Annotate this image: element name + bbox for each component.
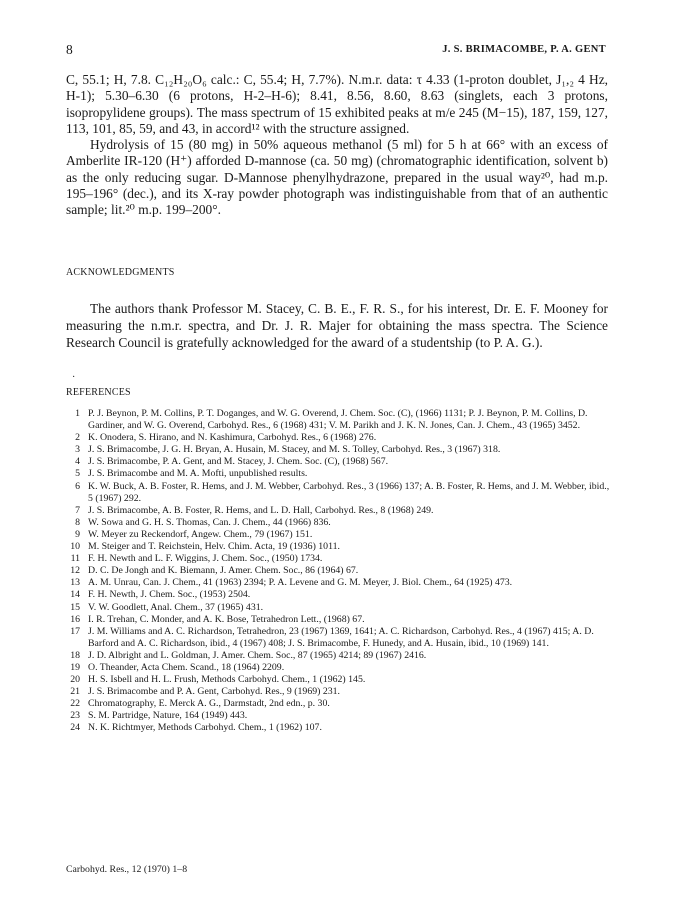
reference-item (66, 686, 610, 698)
reference-item (66, 589, 610, 601)
reference-number: 1 (75, 408, 80, 419)
reference-number: 9 (75, 528, 80, 540)
reference-text: H. S. Isbell and H. L. Frush, Methods Carbohyd. Chem., 1 (1962) 145. (88, 674, 366, 686)
reference-item (66, 577, 610, 589)
reference-item (66, 698, 610, 710)
reference-text: J. S. Brimacombe, A. B. Foster, R. Hems, and L. D. Hall, Carbohyd. Res., 8 (1968) 249. (88, 504, 434, 516)
reference-text: W. Sowa and G. H. S. Thomas, Can. J. Chem., 44 (1966) 836. (88, 516, 331, 528)
reference-number: 14 (70, 589, 80, 601)
reference-number: 18 (70, 649, 80, 661)
section-separator: · (72, 372, 76, 383)
body-paragraph-1: C, 55.1; H, 7.8. C₁₂H₂₀O₆ calc.: C, 55.4; H, 7.7%). N.m.r. data: τ 4.33 (1-proton doublet, J₁,₂ 4 Hz, H-1); 5.30–6.30 (6 protons, H-2–H-6); 8.41, 8.56, 8.60, 8.63 (singlets, each 3 protons, isopropylidene groups). The mass spectrum of 15 exhibited peaks at m/e 245 (M−15), 187, 159, 127, 113, 101, 85, 59, and 43, in accord¹² with the structure assigned. (66, 72, 608, 136)
reference-text: M. Steiger and T. Reichstein, Helv. Chim. Acta, 19 (1936) 1011. (88, 541, 340, 553)
reference-number: 17 (70, 625, 80, 637)
reference-item (66, 456, 610, 468)
reference-number: 7 (75, 504, 80, 516)
reference-number: 19 (70, 661, 80, 673)
reference-item (66, 517, 610, 529)
acknowledgments-text: The authors thank Professor M. Stacey, C. B. E., F. R. S., for his interest, Dr. E. F. Mooney for measuring the n.m.r. spectra, and Dr. J. R. Majer for obtaining the mass spectra. The Science Research Council is gratefully acknowledged for the award of a studentship (to P. A. G.). (66, 301, 608, 350)
reference-item (66, 674, 610, 686)
body-paragraph-2: Hydrolysis of 15 (80 mg) in 50% aqueous methanol (5 ml) for 5 h at 66° with an excess of Amberlite IR-120 (H⁺) afforded D-mannose (ca. 50 mg) (chromatographic identification, solvent b) as the only reducing sugar. D-Mannose phenylhydrazone, prepared in the usual way²⁰, had m.p. 195–196° (dec.), and its X-ray powder photograph was indistinguishable from that of an authentic sample; lit.²⁰ m.p. 199–200°. (66, 137, 608, 218)
reference-number: 4 (75, 456, 80, 468)
reference-item (66, 662, 610, 674)
reference-number: 2 (75, 432, 80, 444)
reference-number: 23 (70, 710, 80, 722)
reference-item (66, 602, 610, 614)
reference-text: F. H. Newth and L. F. Wiggins, J. Chem. Soc., (1950) 1734. (88, 553, 323, 565)
journal-citation-footer: Carbohyd. Res., 12 (1970) 1–8 (66, 864, 188, 875)
reference-text: Chromatography, E. Merck A. G., Darmstadt, 2nd edn., p. 30. (88, 698, 330, 710)
reference-text: S. M. Partridge, Nature, 164 (1949) 443. (88, 710, 248, 722)
reference-item (66, 710, 610, 722)
reference-text: A. M. Unrau, Can. J. Chem., 41 (1963) 2394; P. A. Levene and G. M. Meyer, J. Biol. Chem., 64 (1925) 473. (88, 577, 513, 589)
reference-text: J. S. Brimacombe and P. A. Gent, Carbohyd. Res., 9 (1969) 231. (88, 686, 340, 698)
reference-number: 11 (70, 553, 80, 565)
reference-number: 8 (75, 516, 80, 528)
reference-text: J. D. Albright and L. Goldman, J. Amer. Chem. Soc., 87 (1965) 4214; 89 (1967) 2416. (88, 649, 427, 661)
reference-text: J. S. Brimacombe, P. A. Gent, and M. Stacey, J. Chem. Soc. (C), (1968) 567. (88, 456, 389, 468)
reference-text: D. C. De Jongh and K. Biemann, J. Amer. Chem. Soc., 86 (1964) 67. (88, 565, 359, 577)
reference-item (66, 529, 610, 541)
reference-text: K. W. Buck, A. B. Foster, R. Hems, and J. M. Webber, Carbohyd. Res., 3 (1966) 137; A. B. Foster, R. Hems, and J. M. Webber, ibid., 5 (1967) 292. (88, 480, 610, 504)
reference-number: 13 (70, 577, 80, 589)
reference-number: 12 (70, 565, 80, 577)
reference-text: P. J. Beynon, P. M. Collins, P. T. Doganges, and W. G. Overend, J. Chem. Soc. (C), (1966) 1131; P. J. Beynon, P. M. Collins, D. Gardiner, and W. G. Overend, Carbohyd. Res., 6 (1968) 431; V. M. Parikh and J. K. N. Jones, Can. J. Chem., 43 (1965) 3452. (88, 408, 588, 432)
reference-text: J. S. Brimacombe, J. G. H. Bryan, A. Husain, M. Stacey, and M. S. Tolley, Carbohyd. Res., 3 (1967) 318. (88, 444, 501, 456)
reference-item (66, 565, 610, 577)
reference-number: 5 (75, 468, 80, 480)
references-heading: REFERENCES (66, 387, 131, 398)
reference-number: 10 (70, 541, 80, 553)
reference-item (66, 626, 610, 650)
reference-item (66, 408, 610, 432)
reference-text: W. Meyer zu Reckendorf, Angew. Chem., 79 (1967) 151. (88, 528, 313, 540)
reference-number: 22 (70, 698, 80, 710)
reference-text: N. K. Richtmyer, Methods Carbohyd. Chem., 1 (1962) 107. (88, 722, 322, 734)
page-header (66, 42, 606, 58)
acknowledgments-heading: ACKNOWLEDGMENTS (66, 267, 175, 278)
reference-text: I. R. Trehan, C. Monder, and A. K. Bose, Tetrahedron Lett., (1968) 67. (88, 613, 365, 625)
reference-text: J. M. Williams and A. C. Richardson, Tetrahedron, 23 (1967) 1369, 1641; A. C. Richardson, Carbohyd. Res., 4 (1967) 415; A. D. Barford and A. C. Richardson, ibid., 4 (1967) 408; J. S. Brimacombe, F. Hunedy, and A. Husain, ibid., 10 (1969) 141. (88, 625, 594, 649)
reference-number: 24 (70, 722, 80, 734)
reference-item (66, 650, 610, 662)
reference-item (66, 553, 610, 565)
reference-text: V. W. Goodlett, Anal. Chem., 37 (1965) 431. (88, 601, 264, 613)
reference-number: 6 (75, 480, 80, 492)
reference-text: J. S. Brimacombe and M. A. Mofti, unpublished results. (88, 468, 308, 480)
reference-number: 20 (70, 674, 80, 686)
reference-item (66, 505, 610, 517)
reference-item (66, 541, 610, 553)
reference-text: O. Theander, Acta Chem. Scand., 18 (1964) 2209. (88, 661, 285, 673)
experimental-text (66, 72, 608, 219)
page-number: 8 (66, 42, 73, 57)
reference-item (66, 481, 610, 505)
reference-item (66, 444, 610, 456)
reference-text: F. H. Newth, J. Chem. Soc., (1953) 2504. (88, 589, 251, 601)
reference-number: 16 (70, 613, 80, 625)
reference-item (66, 614, 610, 626)
reference-number: 21 (70, 686, 80, 698)
running-head: J. S. BRIMACOMBE, P. A. GENT (442, 44, 606, 55)
reference-item (66, 468, 610, 480)
reference-text: K. Onodera, S. Hirano, and N. Kashimura, Carbohyd. Res., 6 (1968) 276. (88, 432, 377, 444)
reference-number: 3 (75, 444, 80, 456)
references-list (66, 408, 610, 735)
reference-number: 15 (70, 601, 80, 613)
reference-item (66, 722, 610, 734)
reference-item (66, 432, 610, 444)
